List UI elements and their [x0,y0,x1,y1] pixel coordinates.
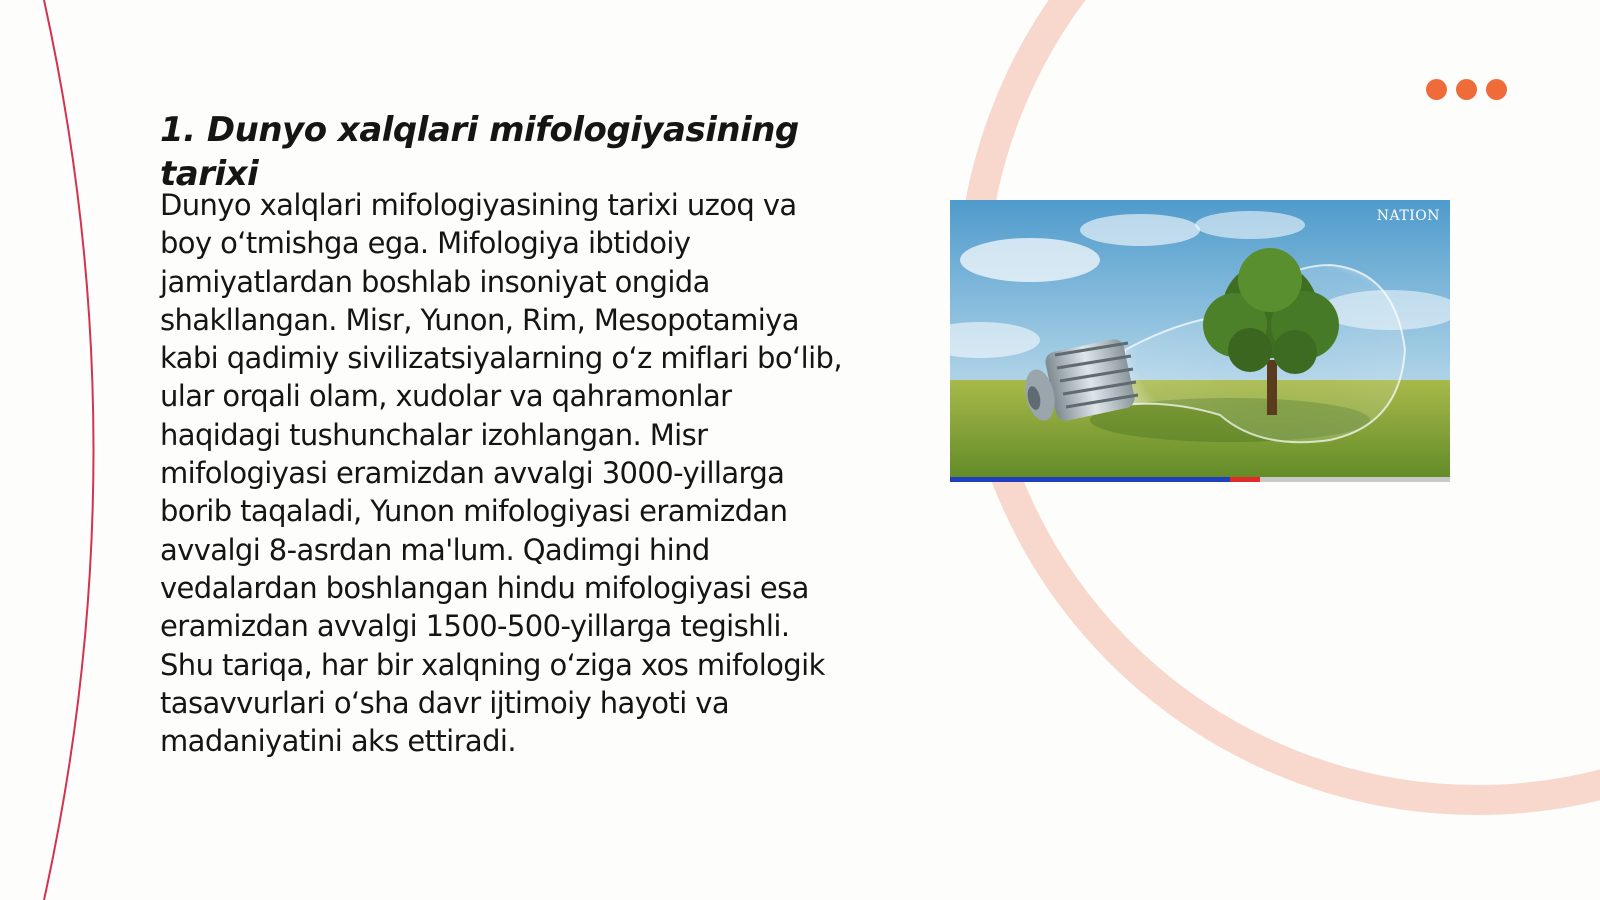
slide-heading: 1. Dunyo xalqlari mifologiyasining tarixi [160,110,799,194]
dot-icon [1456,79,1477,100]
lightbulb-tree-image [950,200,1450,482]
lightbulb-tree-illustration [950,200,1450,482]
menu-dots [1426,79,1507,100]
dot-icon [1426,79,1447,100]
video-progress-bar [950,477,1450,482]
slide-body-text: Dunyo xalqlari mifologiyasining tarixi uzoq va boy o‘tmishga ega. Mifologiya ibtidoiy jamiyatlardan boshlab insoniyat ongida shakllangan. Misr, Yunon, Rim, Mesopotamiya kabi qadimiy sivilizatsiyalarning o‘z miflari bo‘lib, ular orqali olam, xudolar va qahramonlar haqidagi tushunchalar izohlangan. Misr mifologiyasi eramizdan avvalgi 3000-yillarga borib taqaladi, Yunon mifologiyasi eramizdan avvalgi 8-asrdan ma'lum. Qadimgi hind vedalardan boshlangan hindu mifologiyasi esa eramizdan avvalgi 1500-500-yillarga tegishli. Shu tariqa, har bir xalqning o‘ziga xos mifologik tasavvurlari o‘sha davr ijtimoiy hayoti va madaniyatini aks ettiradi. [160,188,842,759]
dot-icon [1486,79,1507,100]
video-progress-fill [950,477,1230,482]
video-progress-marker [1230,477,1260,482]
nation-logo: NATION [1376,208,1440,224]
left-arc-decoration [40,0,100,900]
